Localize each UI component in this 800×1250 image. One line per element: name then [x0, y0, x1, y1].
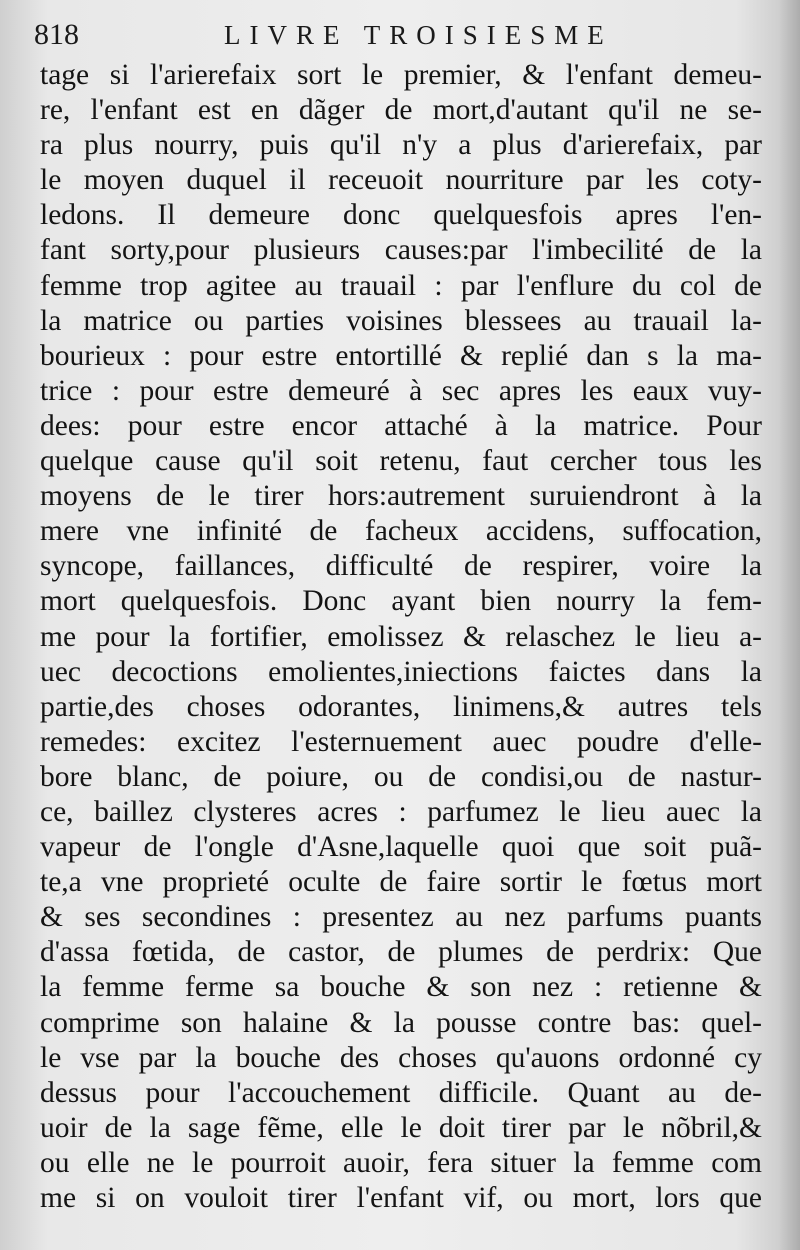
text-line: uoir de la sage fẽme, elle le doit tirer par le nõbril,& — [40, 1111, 762, 1144]
text-line: vapeur de l'ongle d'Asne,laquelle quoi que soit puã- — [40, 831, 762, 864]
text-line: tage si l'arierefaix sort le premier, & l'enfant demeu- — [40, 59, 762, 91]
page-header — [34, 18, 754, 58]
text-line: comprime son halaine & la pousse contre bas: quel- — [40, 1006, 762, 1039]
text-line: moyens de le tirer hors:autrement suruiendront à la — [40, 480, 762, 513]
text-line: me si on vouloit tirer l'enfant vif, ou mort, lors que — [40, 1182, 762, 1214]
text-line: la femme ferme sa bouche & son nez : retienne & — [40, 971, 762, 1004]
body-text — [40, 58, 770, 1216]
text-line: bore blanc, de poiure, ou de condisi,ou de nastur- — [40, 760, 762, 793]
running-title: LIVRE TROISIESME — [224, 20, 613, 50]
text-line: ra plus nourry, puis qu'il n'y a plus d'arierefaix, par — [40, 129, 762, 162]
text-line: trice : pour estre demeuré à sec apres les eaux vuy- — [40, 374, 762, 407]
text-line: syncope, faillances, difficulté de respirer, voire la — [40, 550, 762, 583]
text-line: dees: pour estre encor attaché à la matrice. Pour — [40, 409, 762, 442]
text-line: me pour la fortifier, emolissez & relaschez le lieu a- — [40, 620, 762, 653]
text-line: bourieux : pour estre entortillé & replié dan s la ma- — [40, 339, 762, 372]
text-line: te,a vne proprieté oculte de faire sortir le fœtus mort — [40, 866, 762, 899]
text-line: ce, baillez clysteres acres : parfumez le lieu auec la — [40, 795, 762, 828]
page-gutter-shadow — [778, 0, 800, 1250]
text-line: ledons. Il demeure donc quelquesfois apres l'en- — [40, 199, 762, 232]
text-line: ou elle ne le pourroit auoir, fera situer la femme com — [40, 1146, 762, 1179]
text-line: re, l'enfant est en dãger de mort,d'autant qu'il ne se- — [40, 94, 762, 127]
text-line: remedes: excitez l'esternuement auec poudre d'elle- — [40, 725, 762, 758]
text-line: partie,des choses odorantes, linimens,& autres tels — [40, 690, 762, 723]
text-line: le vse par la bouche des choses qu'auons ordonné cy — [40, 1041, 762, 1074]
page-number: 818 — [34, 18, 79, 51]
text-line: mort quelquesfois. Donc ayant bien nourry la fem- — [40, 585, 762, 618]
text-line: dessus pour l'accouchement difficile. Quant au de- — [40, 1076, 762, 1109]
text-line: mere vne infinité de facheux accidens, suffocation, — [40, 515, 762, 548]
text-line: femme trop agitee au trauail : par l'enflure du col de — [40, 269, 762, 302]
text-line: fant sorty,pour plusieurs causes:par l'imbecilité de la — [40, 234, 762, 267]
text-line: quelque cause qu'il soit retenu, faut cercher tous les — [40, 445, 762, 478]
text-line: le moyen duquel il receuoit nourriture par les coty- — [40, 164, 762, 197]
text-line: uec decoctions emolientes,iniections faictes dans la — [40, 655, 762, 688]
text-line: & ses secondines : presentez au nez parfums puants — [40, 901, 762, 934]
text-line: la matrice ou parties voisines blessees au trauail la- — [40, 304, 762, 337]
text-line: d'assa fœtida, de castor, de plumes de perdrix: Que — [40, 936, 762, 969]
